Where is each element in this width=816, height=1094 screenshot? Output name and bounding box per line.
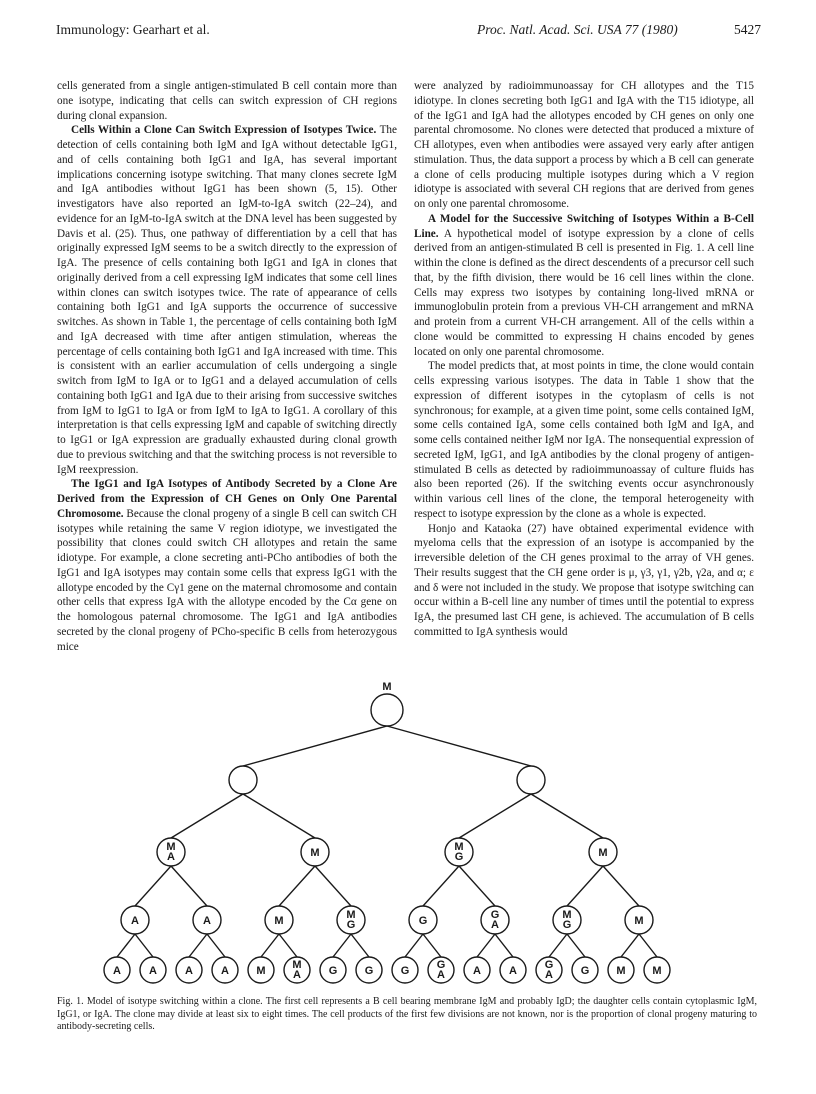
tree-edge <box>135 866 171 906</box>
tree-edge <box>135 934 153 957</box>
tree-edge <box>459 794 531 838</box>
cell-node <box>500 957 526 983</box>
tree-edge <box>117 934 135 957</box>
cell-node <box>284 957 310 983</box>
cell-isotype-label: M <box>598 847 608 859</box>
tree-edge <box>531 794 603 838</box>
cell-node <box>625 906 653 934</box>
paragraph: Cells Within a Clone Can Switch Expression of Isotypes Twice. The detection of cells containing both IgM and IgA without detectable IgG1, and of cells containing both IgG1 and IgA, has several important implications concerning isotype switching. That many clones secrete IgM and IgA antibodies without IgG1 has been shown (5, 15). Other investigators have also reported an IgM-to-IgA switch (22–24), and evidence for an IgM-to-IgA switch at the DNA level has been suggested by Davis et al. (25). Thus, one pathway of differentiation by a cell that has originally expressed IgM seems to be a switch directly to the expression of IgA. The presence of cells containing both IgG1 and IgA in clones that originally derived from a cell expressing IgM indicates that some cell lines within clones can switch isotypes twice. The rate of appearance of cells containing both IgG1 and IgA supports the occurrence of successive switches. As shown in Table 1, the percentage of cells containing both IgM and IgA decreased with time after antigen stimulation, whereas the percentage of cells containing both IgG1 and IgA increased with time. This is consistent with an earlier accumulation of cells undergoing a single switch from IgM to IgA or to IgG1 and a delayed accumulation of cells containing both IgG1 and IgA due to their arising from successive switches from IgM to IgG1 to IgA or from IgM to IgA to IgG1. A corollary of this interpretation is that cells expressing IgM and capable of switching directly to IgG1 or IgA expression are gradually exhausted during clonal growth due to previous switching and that the switching process is not reversible to IgM reexpression. <box>57 124 397 476</box>
cell-circle <box>517 766 545 794</box>
tree-edge <box>279 934 297 957</box>
cell-node <box>517 766 545 794</box>
page-number: 5427 <box>734 22 761 37</box>
section-heading: Cells Within a Clone Can Switch Expression of Isotypes Twice. <box>71 124 377 137</box>
tree-edge <box>621 934 639 957</box>
cell-isotype-label: M <box>274 915 284 927</box>
cell-node <box>644 957 670 983</box>
tree-edge <box>171 794 243 838</box>
paragraph: cells generated from a single antigen-stimulated B cell contain more than one isotype, indicating that cells can switch expression of CH regions during clonal expansion. <box>57 80 397 122</box>
cell-node <box>248 957 274 983</box>
cell-node <box>589 838 617 866</box>
cell-isotype-label: G <box>490 909 500 921</box>
tree-edge <box>171 866 207 906</box>
tree-edge <box>459 866 495 906</box>
cell-isotype-label: M <box>346 909 356 921</box>
tree-edge <box>567 866 603 906</box>
running-header-authors: Immunology: Gearhart et al. <box>56 22 210 37</box>
cell-node <box>265 906 293 934</box>
isotype-switching-tree-figure <box>0 681 816 990</box>
paragraph: The model predicts that, at most points in time, the clone would contain cells expressing various isotypes. The data in Table 1 show that the expression of different isotypes in the cytoplasm of cells is not synchronous; for example, at a given time point, some cells contained IgM, some cells contained IgA, some cells contained both IgM and IgA, and some cells contained neither IgM nor IgA. The nonsequential expression of secreted IgM, IgG1, and IgA antibodies by the clonal progeny of antigen-stimulated B cells as detected by radioimmunoassay of culture fluids has also been reported (26). If the switching events occur asynchronously within various cell lines of the clone, the temporal heterogeneity with respect to isotype expression by the clone as a whole is expected. <box>414 360 754 520</box>
cell-isotype-label: M <box>310 847 320 859</box>
cell-node <box>157 838 185 866</box>
cell-node <box>337 906 365 934</box>
cell-isotype-label: G <box>328 965 338 977</box>
cell-isotype-label: G <box>580 965 590 977</box>
tree-edge <box>567 934 585 957</box>
left-column <box>57 79 397 654</box>
cell-isotype-label: G <box>400 965 410 977</box>
tree-edge <box>207 934 225 957</box>
cell-isotype-label: M <box>454 841 464 853</box>
cell-isotype-label: M <box>166 841 176 853</box>
cell-node <box>104 957 130 983</box>
cell-node <box>464 957 490 983</box>
cell-node <box>356 957 382 983</box>
section-heading: A Model for the Successive Switching of Isotypes Within a B-Cell Line. <box>414 212 754 240</box>
cell-node <box>320 957 346 983</box>
cell-node <box>212 957 238 983</box>
tree-nodes <box>104 681 670 983</box>
tree-edge <box>405 934 423 957</box>
cell-node <box>445 838 473 866</box>
tree-edge <box>243 794 315 838</box>
cell-isotype-label: A <box>203 915 211 927</box>
cell-isotype-label: A <box>113 965 121 977</box>
cell-isotype-label: G <box>346 919 356 931</box>
tree-edge <box>639 934 657 957</box>
cell-isotype-label: A <box>149 965 157 977</box>
right-column <box>414 79 754 640</box>
cell-node <box>176 957 202 983</box>
cell-isotype-label: A <box>545 969 553 981</box>
paragraph: Honjo and Kataoka (27) have obtained experimental evidence with myeloma cells that the expression of an isotype is accompanied by the irreversible deletion of the CH genes proximal to the array of VH genes. Their results suggest that the CH gene order is μ, γ3, γ1, γ2b, γ2a, and α; ε and δ were not included in the study. We propose that isotype switching can occur within a B-cell line any number of times until the potential to express IgA, the presumed last CH gene, is achieved. The accumulation of B cells committed to IgA synthesis would <box>414 522 754 638</box>
cell-node <box>301 838 329 866</box>
tree-edge <box>333 934 351 957</box>
figure-caption-text: Model of isotype switching within a clone. The first cell represents a B cell bearing membrane IgM and probably IgD; the daughter cells contain cytoplasmic IgM, IgG1, or IgA. The clone may divide at least six to eight times. The cell products of the first few divisions are not known, nor is the proportion of clonal progeny maturing to antibody-secreting cells. <box>57 996 758 1032</box>
figure-label: Fig. 1. <box>57 996 84 1007</box>
cell-node <box>121 906 149 934</box>
cell-isotype-label: A <box>293 969 301 981</box>
cell-isotype-label: M <box>256 965 266 977</box>
cell-isotype-label: A <box>185 965 193 977</box>
cell-isotype-label: A <box>491 919 499 931</box>
cell-circle <box>371 694 403 726</box>
cell-node <box>140 957 166 983</box>
running-header-journal: Proc. Natl. Acad. Sci. USA 77 (1980) <box>477 22 678 37</box>
tree-edge <box>189 934 207 957</box>
tree-edge <box>243 726 387 766</box>
tree-edge <box>351 934 369 957</box>
figure-caption <box>57 996 757 1034</box>
cell-node <box>193 906 221 934</box>
cell-isotype-label: A <box>221 965 229 977</box>
cell-node <box>409 906 437 934</box>
tree-edge <box>387 726 531 766</box>
cell-node <box>428 957 454 983</box>
tree-edge <box>315 866 351 906</box>
cell-isotype-label: G <box>562 919 572 931</box>
cell-node <box>608 957 634 983</box>
cell-isotype-label: M <box>382 681 392 693</box>
cell-node <box>392 957 418 983</box>
cell-isotype-label: M <box>292 959 302 971</box>
paragraph: were analyzed by radioimmunoassay for CH allotypes and the T15 idiotype. In clones secreting both IgG1 and IgA with the T15 idiotype, all of the IgG1 and IgA had the allotypes encoded by CH genes on only one parental chromosome. No clones were detected that produced a mixture of CH allotypes, even when antibodies were assayed very early after antigen stimulation. Thus, the data support a process by which a B cell can generate a clone of cells producing multiple isotypes during which a V region idiotype is associated with several CH regions that are derived from genes on only one parental chromosome. <box>414 80 754 210</box>
tree-edge <box>423 934 441 957</box>
cell-isotype-label: M <box>652 965 662 977</box>
cell-isotype-label: A <box>509 965 517 977</box>
tree-edge <box>477 934 495 957</box>
tree-edge <box>603 866 639 906</box>
cell-isotype-label: G <box>544 959 554 971</box>
cell-isotype-label: A <box>473 965 481 977</box>
tree-edge <box>495 934 513 957</box>
cell-isotype-label: G <box>454 851 464 863</box>
cell-node <box>572 957 598 983</box>
tree-edge <box>549 934 567 957</box>
cell-node <box>481 906 509 934</box>
cell-isotype-label: G <box>418 915 428 927</box>
cell-node <box>536 957 562 983</box>
cell-isotype-label: A <box>167 851 175 863</box>
cell-isotype-label: A <box>437 969 445 981</box>
cell-isotype-label: G <box>436 959 446 971</box>
cell-isotype-label: M <box>634 915 644 927</box>
section-heading: The IgG1 and IgA Isotypes of Antibody Secreted by a Clone Are Derived from the Expression of CH Genes on Only One Parental Chromosome. <box>57 478 397 520</box>
cell-node <box>229 766 257 794</box>
paragraph: A Model for the Successive Switching of Isotypes Within a B-Cell Line. A hypothetical model of isotype expression by a clone of cells derived from an antigen-stimulated B cell is presented in Fig. 1. A cell line within the clone is defined as the direct descendents of a precursor cell such that, by the fifth division, there would be 16 cell lines within the clone. Cells may express two isotypes by containing long-lived mRNA or immunoglobulin protein from a previous VH-CH arrangement and mRNA and protein from a current VH-CH arrangement. All of the cells within a clone would be committed to expressing H chains encoded by genes located on only one parental chromosome. <box>414 212 754 358</box>
tree-edge <box>423 866 459 906</box>
cell-isotype-label: A <box>131 915 139 927</box>
tree-edge <box>261 934 279 957</box>
cell-isotype-label: M <box>616 965 626 977</box>
cell-node <box>553 906 581 934</box>
cell-circle <box>229 766 257 794</box>
paragraph: The IgG1 and IgA Isotypes of Antibody Secreted by a Clone Are Derived from the Expression of CH Genes on Only One Parental Chromosome. Because the clonal progeny of a single B cell can switch CH isotypes while retaining the same V region idiotype, we investigated the possibility that clones could switch CH allotypes and retain the same idiotype. For example, a clone secreting anti-PCho antibodies of both the IgG1 and IgA isotypes may contain some cells that express IgG1 with the allotype encoded by the Cγ1 gene on the maternal chromosome and contain other cells that express IgA with the allotype encoded by the Cα gene on the homologous paternal chromosome. The IgG1 and IgA antibodies secreted by the clonal progeny of PCho-specific B cells from heterozygous mice <box>57 478 397 653</box>
cell-isotype-label: G <box>364 965 374 977</box>
tree-edge <box>279 866 315 906</box>
cell-isotype-label: M <box>562 909 572 921</box>
cell-node <box>371 681 403 726</box>
